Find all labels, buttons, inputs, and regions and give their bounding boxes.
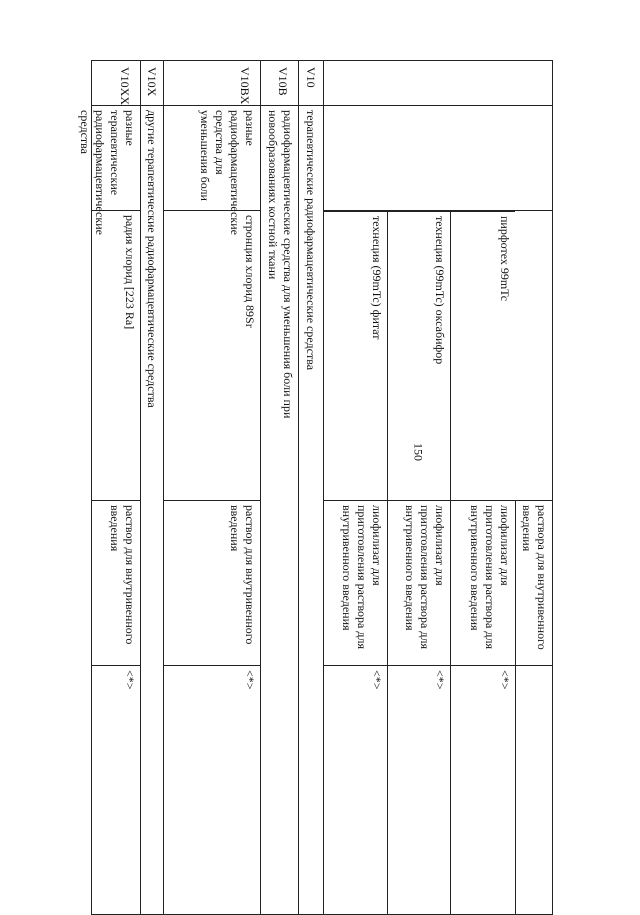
- table-cell-group-title: другие терапевтические радиофармацевтические средства: [140, 106, 163, 914]
- table-cell-note: <*>: [450, 666, 515, 914]
- table-cell-drug-name: стронция хлорид 89Sr: [163, 211, 260, 501]
- table-cell-dosage-form: раствор для внутривенного введения: [92, 501, 140, 666]
- page-number: 150: [411, 443, 426, 461]
- table-cell-drug-name: технеция (99mTc) оксабифор: [387, 211, 450, 501]
- table-cell-dosage-form: раствор для внутривенного введения: [163, 501, 260, 666]
- table-cell-group-title: терапевтические радиофармацевтические средства: [298, 106, 323, 914]
- table-cell-atc-code: V10XX: [92, 61, 140, 106]
- table-cell-note: <*>: [163, 666, 260, 914]
- cont-group-cell: [323, 106, 552, 211]
- table-cell-atc-code: V10B: [260, 61, 298, 106]
- cont-code-cell: [323, 61, 552, 106]
- table-cell-drug-name: технеция (99mTc) фитат: [323, 211, 387, 501]
- table-cell-group-name: разные радиофармацевтические средства для уменьшения боли: [163, 106, 260, 211]
- table-cell-group-name: разные терапевтические радиофармацевтические средства: [92, 106, 140, 211]
- table-cell-drug-name: радия хлорид [223 Ra]: [92, 211, 140, 501]
- table-cell-note: <*>: [123, 670, 137, 690]
- table-cell-dosage-form: лиофилизат для приготовления раствора для внутривенного введения: [450, 501, 515, 666]
- table-cell-note: <*>: [387, 666, 450, 914]
- table-cell-atc-code: V10X: [140, 61, 163, 106]
- cont-note-cell: [515, 666, 552, 914]
- table-cell-atc-code: V10: [298, 61, 323, 106]
- table-cell-note: <*>: [323, 666, 387, 914]
- table-cell-dosage-form: лиофилизат для приготовления раствора для внутривенного введения: [387, 501, 450, 666]
- table-cell-group-title: радиофармацевтические средства для уменьшения боли при новообразованиях костной ткани: [260, 106, 298, 914]
- table-cell-drug-name: пирфотех 99mTc: [450, 211, 515, 501]
- table-cell-atc-code: V10BX: [163, 61, 260, 106]
- table-cell-dosage-form: лиофилизат для приготовления раствора для внутривенного введения: [323, 501, 387, 666]
- table-cell-dosage-form: раствора для внутривенного введения: [515, 501, 552, 666]
- drug-table: [78, 60, 553, 915]
